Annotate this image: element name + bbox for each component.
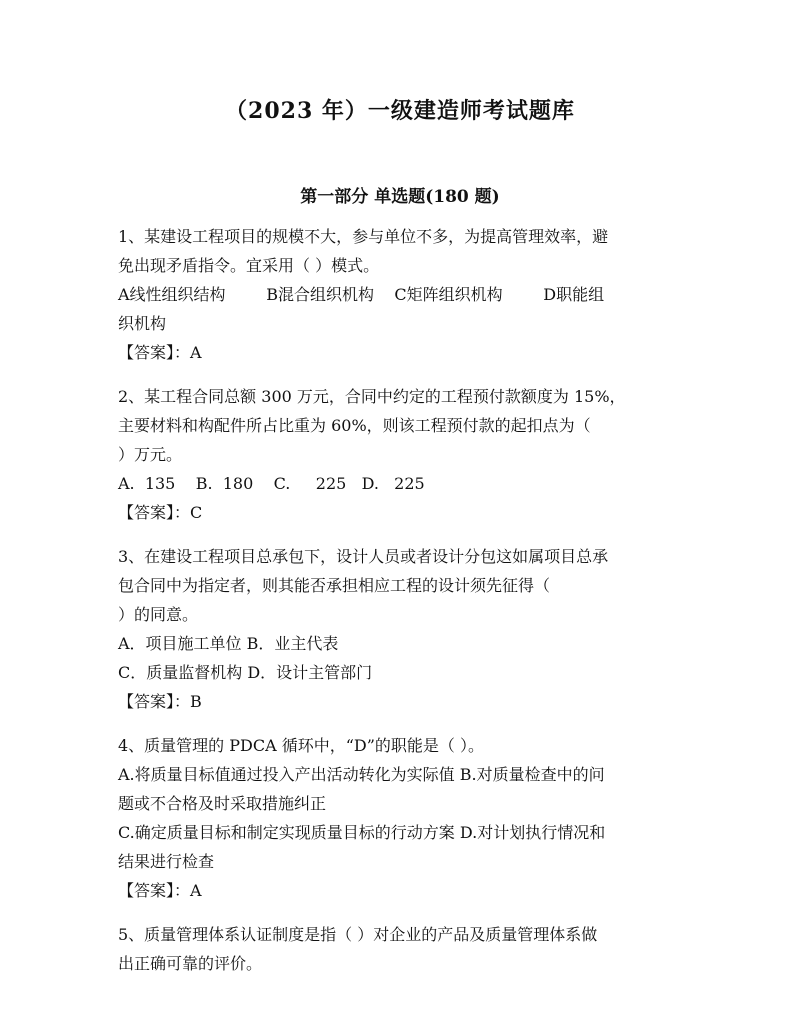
- option-line: A．项目施工单位 B．业主代表: [118, 634, 339, 653]
- question-text-line: 4、质量管理的 PDCA 循环中，“D”的职能是（ ）。: [118, 736, 485, 755]
- option-line: 织机构: [118, 314, 167, 333]
- question-text-line: 出正确可靠的评价。: [118, 954, 263, 973]
- option-line: C.确定质量目标和制定实现质量目标的行动方案 D.对计划执行情况和: [118, 823, 606, 842]
- option-line: A. 135 B. 180 C. 225 D. 225: [118, 474, 425, 493]
- question-text-line: 5、质量管理体系认证制度是指（ ）对企业的产品及质量管理体系做: [118, 925, 598, 944]
- answer-label: 【答案】：C: [118, 503, 203, 522]
- option-line: A.将质量目标值通过投入产出活动转化为实际值 B.对质量检查中的问: [118, 765, 605, 784]
- question-1: [118, 222, 688, 367]
- document-title: （2023 年）一级建造师考试题库: [225, 98, 575, 124]
- option-line: A线性组织结构 B混合组织机构 C矩阵组织机构 D职能组: [118, 285, 605, 304]
- option-line: C．质量监督机构 D．设计主管部门: [118, 663, 373, 682]
- option-line: 题或不合格及时采取措施纠正: [118, 794, 327, 813]
- answer-label: 【答案】：B: [118, 692, 202, 711]
- question-text-line: 1、某建设工程项目的规模不大，参与单位不多，为提高管理效率，避: [118, 227, 609, 246]
- section-heading: 第一部分 单选题(180 题): [300, 187, 500, 207]
- question-text-line: ）万元。: [118, 445, 183, 464]
- answer-label: 【答案】：A: [118, 343, 202, 362]
- question-4: [118, 731, 688, 905]
- question-list: [118, 222, 688, 993]
- question-3: [118, 542, 688, 716]
- question-text-line: 3、在建设工程项目总承包下，设计人员或者设计分包这如属项目总承: [118, 547, 609, 566]
- question-2: [118, 382, 688, 527]
- option-line: 结果进行检查: [118, 852, 215, 871]
- question-text-line: ）的同意。: [118, 605, 199, 624]
- question-text-line: 主要材料和构配件所占比重为 60%，则该工程预付款的起扣点为（: [118, 416, 591, 435]
- answer-label: 【答案】：A: [118, 881, 202, 900]
- question-text-line: 免出现矛盾指令。宜采用（ ）模式。: [118, 256, 380, 275]
- question-5: [118, 920, 688, 978]
- question-text-line: 2、某工程合同总额 300 万元，合同中约定的工程预付款额度为 15%，: [118, 387, 626, 406]
- question-text-line: 包合同中为指定者，则其能否承担相应工程的设计须先征得（: [118, 576, 551, 595]
